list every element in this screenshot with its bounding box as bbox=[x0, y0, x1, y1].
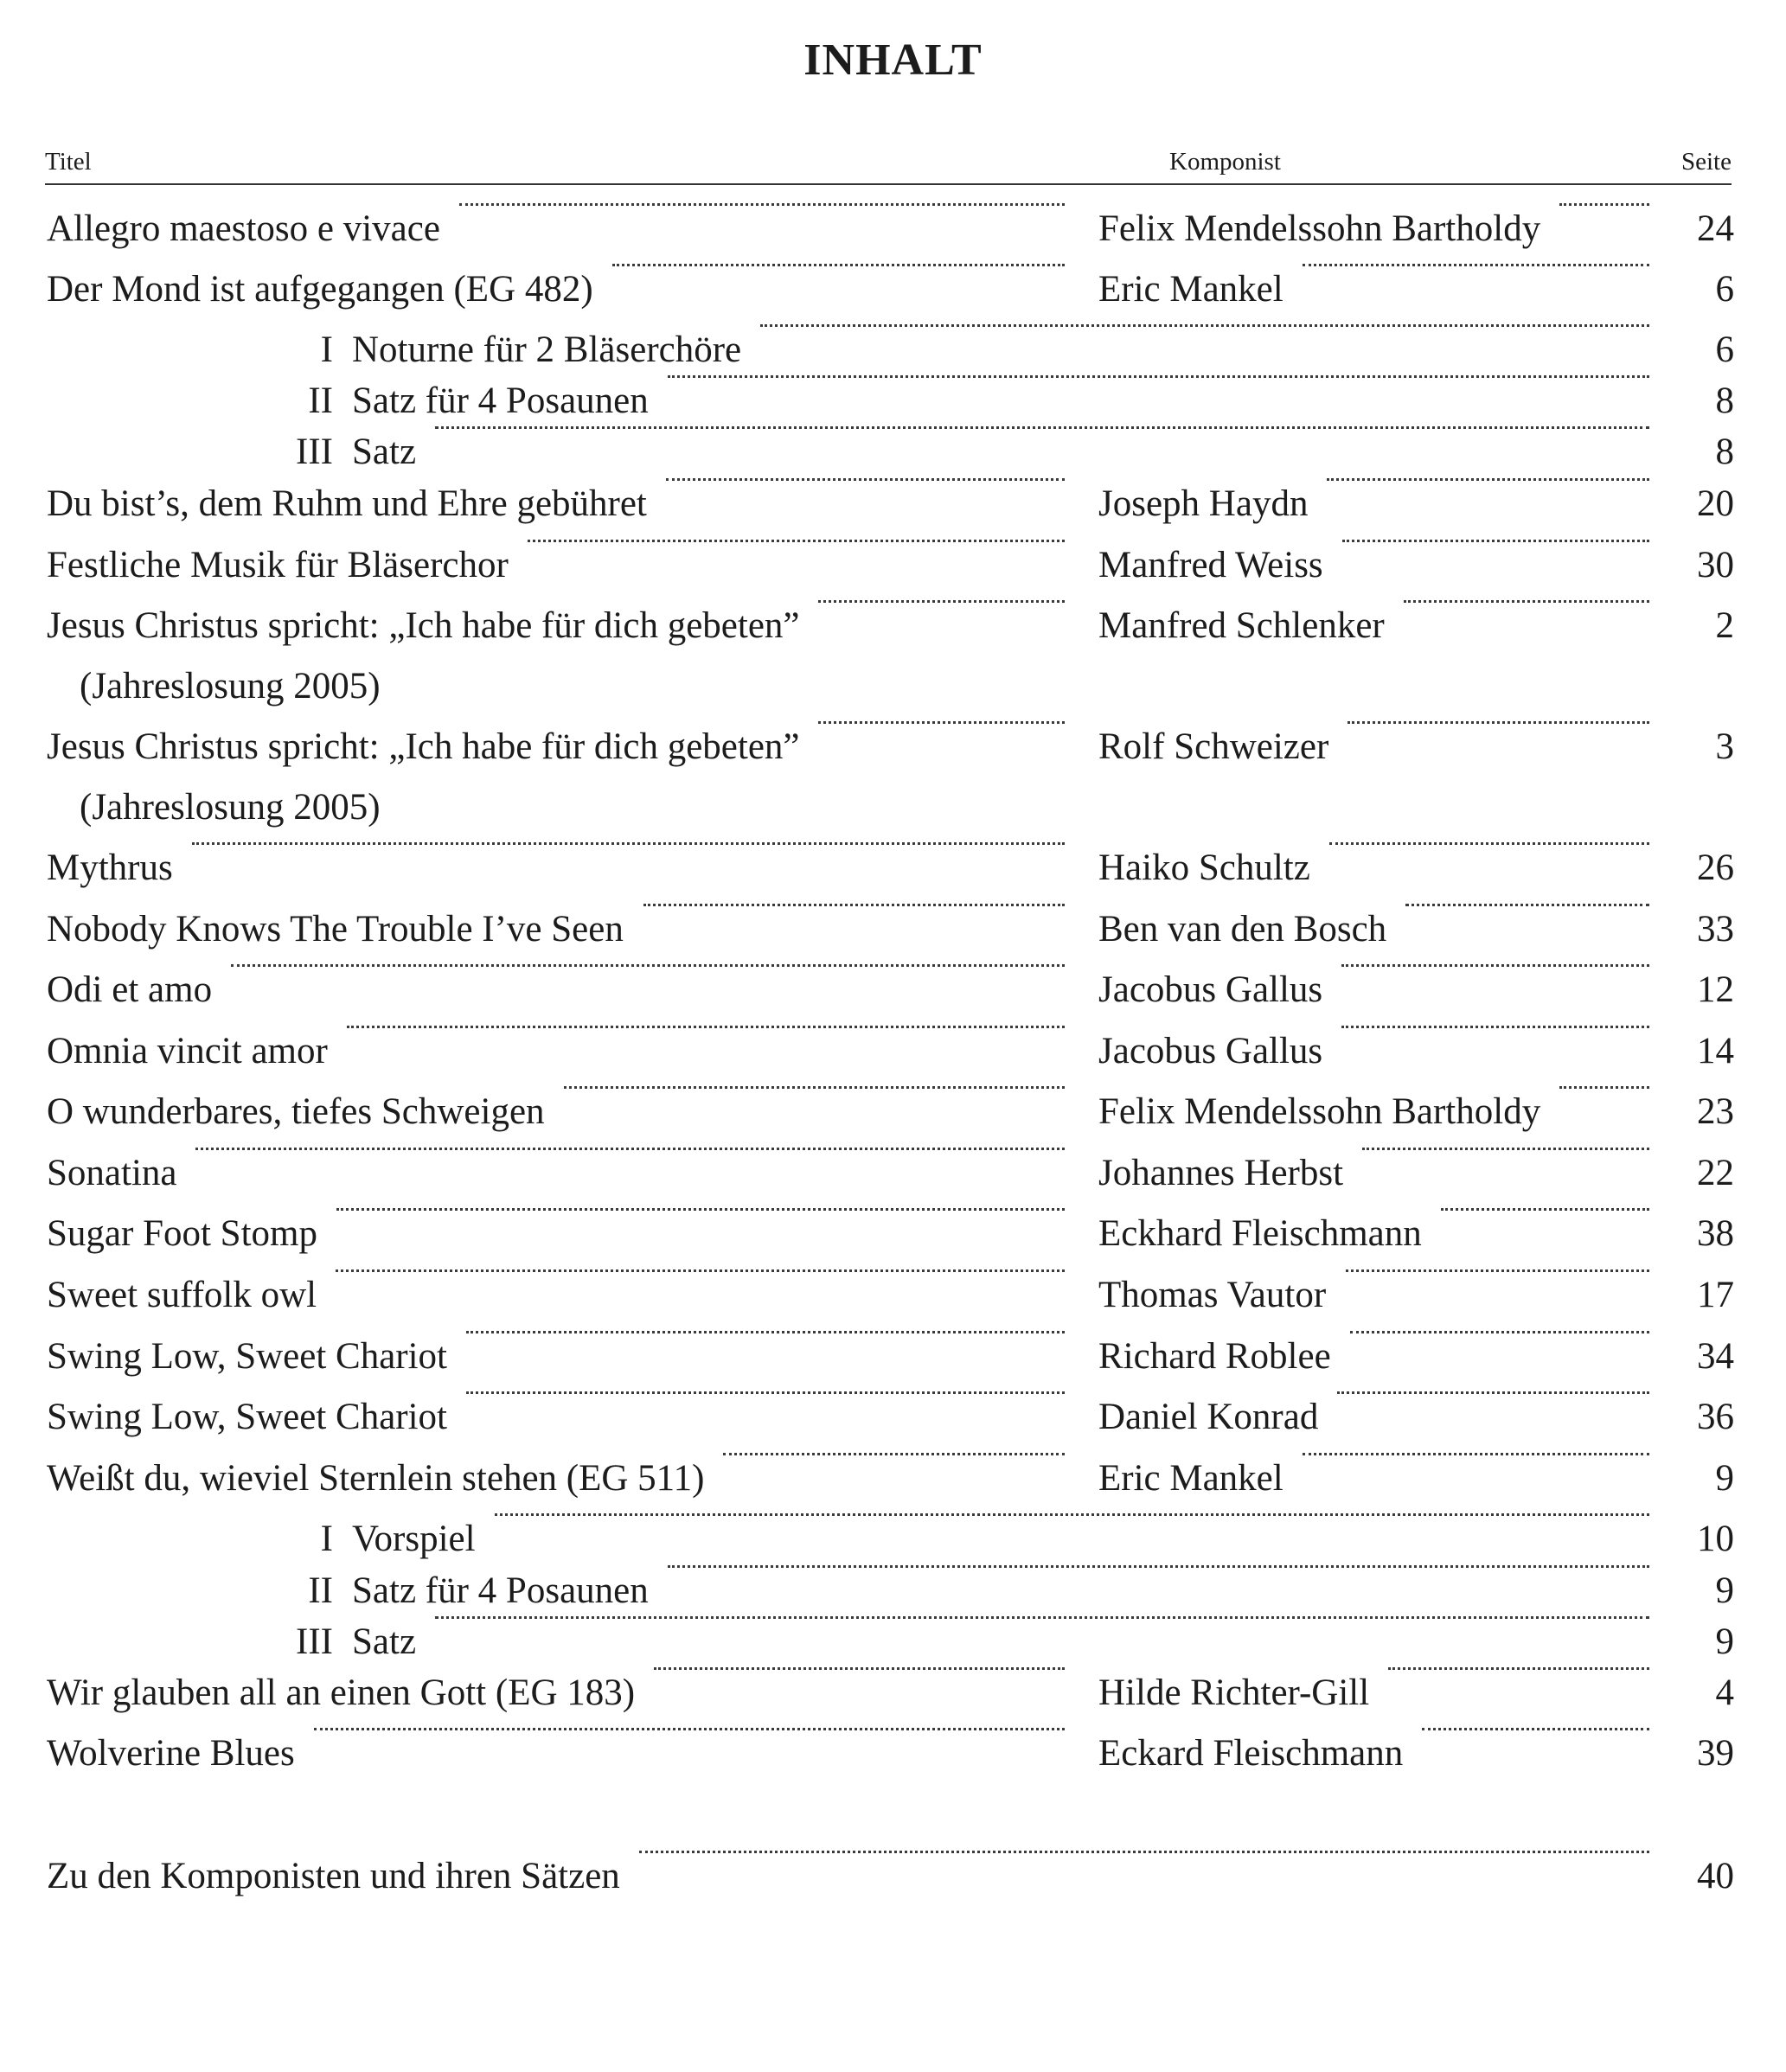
movement-number: III bbox=[296, 432, 333, 472]
entry-title: Nobody Knows The Trouble I’ve Seen bbox=[47, 909, 624, 950]
toc-entry-row bbox=[0, 478, 1786, 530]
entry-composer: Felix Mendelssohn Bartholdy bbox=[1098, 1091, 1541, 1132]
entry-title: Sonatina bbox=[47, 1153, 177, 1193]
dot-leader bbox=[314, 1728, 1065, 1730]
page-number: 14 bbox=[1697, 1031, 1734, 1071]
dot-leader bbox=[1327, 478, 1649, 481]
toc-entry-row bbox=[0, 1086, 1786, 1138]
dot-leader bbox=[564, 1086, 1065, 1089]
page-number: 10 bbox=[1697, 1519, 1734, 1559]
page-number: 33 bbox=[1697, 909, 1734, 950]
dot-leader bbox=[1362, 1148, 1649, 1150]
entry-title: Sugar Foot Stomp bbox=[47, 1213, 317, 1254]
dot-leader bbox=[495, 1513, 1649, 1516]
dot-leader bbox=[1341, 964, 1649, 967]
entry-title: Odi et amo bbox=[47, 969, 213, 1010]
page-number: 17 bbox=[1697, 1275, 1734, 1315]
page-number: 6 bbox=[1715, 269, 1734, 310]
entry-composer: Eckhard Fleischmann bbox=[1098, 1213, 1422, 1254]
dot-leader bbox=[1441, 1208, 1649, 1211]
dot-leader bbox=[1405, 904, 1649, 906]
toc-subentry-row bbox=[0, 1565, 1786, 1617]
dot-leader bbox=[1422, 1728, 1649, 1730]
entry-title: Zu den Komponisten und ihren Sätzen bbox=[47, 1856, 620, 1896]
page-number: 38 bbox=[1697, 1213, 1734, 1254]
toc-entry-row bbox=[0, 1269, 1786, 1321]
dot-leader bbox=[528, 540, 1065, 542]
page-number: 39 bbox=[1697, 1733, 1734, 1774]
dot-leader bbox=[435, 1616, 1649, 1619]
entry-title-continuation: (Jahreslosung 2005) bbox=[80, 666, 381, 707]
entry-composer: Daniel Konrad bbox=[1098, 1397, 1319, 1437]
movement-title: Noturne für 2 Bläserchöre bbox=[352, 329, 742, 370]
movement-number: II bbox=[308, 381, 333, 421]
page-number: 9 bbox=[1715, 1621, 1734, 1662]
toc-entry-row bbox=[0, 1208, 1786, 1260]
movement-number: I bbox=[320, 1519, 333, 1559]
page-number: 8 bbox=[1715, 381, 1734, 421]
entry-composer: Johannes Herbst bbox=[1098, 1153, 1344, 1193]
entry-title-continuation: (Jahreslosung 2005) bbox=[80, 787, 381, 828]
dot-leader bbox=[760, 324, 1649, 327]
movement-title: Satz für 4 Posaunen bbox=[352, 381, 649, 421]
entry-composer: Richard Roblee bbox=[1098, 1336, 1331, 1377]
entry-composer: Manfred Weiss bbox=[1098, 545, 1323, 585]
dot-leader bbox=[612, 264, 1065, 266]
page-number: 22 bbox=[1697, 1153, 1734, 1193]
entry-title: Allegro maestoso e vivace bbox=[47, 208, 440, 249]
page-number: 34 bbox=[1697, 1336, 1734, 1377]
header-title: Titel bbox=[45, 148, 92, 176]
entry-composer: Haiko Schultz bbox=[1098, 847, 1310, 888]
toc-entry-row bbox=[0, 203, 1786, 255]
toc-subentry-row bbox=[0, 426, 1786, 478]
dot-leader bbox=[1341, 1026, 1649, 1028]
dot-leader bbox=[1559, 1086, 1649, 1089]
page-title: INHALT bbox=[803, 35, 983, 85]
entry-composer: Jacobus Gallus bbox=[1098, 1031, 1323, 1071]
entry-composer: Felix Mendelssohn Bartholdy bbox=[1098, 208, 1541, 249]
dot-leader bbox=[654, 1667, 1065, 1670]
toc-entry-row bbox=[0, 1391, 1786, 1443]
dot-leader bbox=[192, 842, 1065, 845]
page-number: 9 bbox=[1715, 1570, 1734, 1611]
toc-continuation-row bbox=[0, 782, 1786, 834]
entry-title: Wir glauben all an einen Gott (EG 183) bbox=[47, 1672, 636, 1713]
page-number: 8 bbox=[1715, 432, 1734, 472]
dot-leader bbox=[1329, 842, 1649, 845]
dot-leader bbox=[459, 203, 1065, 206]
dot-leader bbox=[639, 1851, 1649, 1853]
entry-composer: Thomas Vautor bbox=[1098, 1275, 1327, 1315]
entry-title: Festliche Musik für Bläserchor bbox=[47, 545, 509, 585]
entry-title: Der Mond ist aufgegangen (EG 482) bbox=[47, 269, 593, 310]
toc-entry-row bbox=[0, 1667, 1786, 1719]
toc-entry-row bbox=[0, 600, 1786, 652]
entry-composer: Eric Mankel bbox=[1098, 269, 1283, 310]
page-number: 4 bbox=[1715, 1672, 1734, 1713]
page-number: 36 bbox=[1697, 1397, 1734, 1437]
page-number: 24 bbox=[1697, 208, 1734, 249]
entry-composer: Eckard Fleischmann bbox=[1098, 1733, 1404, 1774]
entry-composer: Rolf Schweizer bbox=[1098, 726, 1329, 767]
page-number: 12 bbox=[1697, 969, 1734, 1010]
toc-entry-row bbox=[0, 964, 1786, 1016]
entry-title: Swing Low, Sweet Chariot bbox=[47, 1336, 448, 1377]
movement-title: Vorspiel bbox=[352, 1519, 476, 1559]
dot-leader bbox=[1388, 1667, 1649, 1670]
entry-title: Swing Low, Sweet Chariot bbox=[47, 1397, 448, 1437]
page-number: 20 bbox=[1697, 483, 1734, 524]
dot-leader bbox=[336, 1269, 1065, 1272]
toc-entry-row bbox=[0, 1331, 1786, 1383]
entry-title: Sweet suffolk owl bbox=[47, 1275, 317, 1315]
toc-subentry-row bbox=[0, 1513, 1786, 1565]
entry-composer: Jacobus Gallus bbox=[1098, 969, 1323, 1010]
entry-title: Mythrus bbox=[47, 847, 173, 888]
toc-subentry-row bbox=[0, 324, 1786, 376]
dot-leader bbox=[1404, 600, 1649, 603]
header-page: Seite bbox=[1681, 148, 1732, 176]
page-number: 23 bbox=[1697, 1091, 1734, 1132]
dot-leader bbox=[723, 1453, 1065, 1455]
toc-subentry-row bbox=[0, 1616, 1786, 1668]
dot-leader bbox=[347, 1026, 1065, 1028]
movement-title: Satz bbox=[352, 432, 417, 472]
page-number: 3 bbox=[1715, 726, 1734, 767]
entry-composer: Eric Mankel bbox=[1098, 1458, 1283, 1499]
entry-composer: Ben van den Bosch bbox=[1098, 909, 1387, 950]
dot-leader bbox=[435, 426, 1649, 429]
toc-entry-row bbox=[0, 1453, 1786, 1505]
column-header bbox=[45, 138, 1732, 185]
entry-title: O wunderbares, tiefes Schweigen bbox=[47, 1091, 545, 1132]
entry-composer: Manfred Schlenker bbox=[1098, 605, 1385, 646]
entry-composer: Hilde Richter-Gill bbox=[1098, 1672, 1370, 1713]
dot-leader bbox=[466, 1331, 1065, 1333]
toc-entry-row bbox=[0, 1728, 1786, 1780]
dot-leader bbox=[1346, 1269, 1649, 1272]
page-number: 40 bbox=[1697, 1856, 1734, 1896]
page-number: 9 bbox=[1715, 1458, 1734, 1499]
toc-subentry-row bbox=[0, 375, 1786, 427]
toc-entry-row bbox=[0, 721, 1786, 773]
dot-leader bbox=[666, 478, 1065, 481]
toc-continuation-row bbox=[0, 661, 1786, 713]
dot-leader bbox=[231, 964, 1065, 967]
page-number: 6 bbox=[1715, 329, 1734, 370]
dot-leader bbox=[336, 1208, 1065, 1211]
dot-leader bbox=[668, 375, 1649, 378]
toc-entry-row bbox=[0, 540, 1786, 592]
dot-leader bbox=[818, 600, 1065, 603]
dot-leader bbox=[643, 904, 1065, 906]
dot-leader bbox=[466, 1391, 1065, 1394]
entry-title: Weißt du, wieviel Sternlein stehen (EG 511) bbox=[47, 1458, 705, 1499]
dot-leader bbox=[1342, 540, 1649, 542]
page-number: 30 bbox=[1697, 545, 1734, 585]
dot-leader bbox=[818, 721, 1065, 724]
page-number: 26 bbox=[1697, 847, 1734, 888]
dot-leader bbox=[1559, 203, 1649, 206]
entry-title: Du bist’s, dem Ruhm und Ehre gebühret bbox=[47, 483, 647, 524]
movement-number: I bbox=[320, 329, 333, 370]
dot-leader bbox=[195, 1148, 1065, 1150]
dot-leader bbox=[1303, 264, 1649, 266]
dot-leader bbox=[1303, 1453, 1649, 1455]
dot-leader bbox=[1350, 1331, 1649, 1333]
toc-footer-row bbox=[0, 1851, 1786, 1903]
page-number: 2 bbox=[1715, 605, 1734, 646]
entry-title: Jesus Christus spricht: „Ich habe für dich gebeten” bbox=[47, 605, 800, 646]
toc-entry-row bbox=[0, 264, 1786, 316]
dot-leader bbox=[1348, 721, 1649, 724]
movement-number: II bbox=[308, 1570, 333, 1611]
entry-title: Omnia vincit amor bbox=[47, 1031, 328, 1071]
toc-entry-row bbox=[0, 1148, 1786, 1199]
entry-composer: Joseph Haydn bbox=[1098, 483, 1309, 524]
dot-leader bbox=[668, 1565, 1649, 1568]
toc-entry-row bbox=[0, 842, 1786, 894]
entry-title: Wolverine Blues bbox=[47, 1733, 295, 1774]
header-composer: Komponist bbox=[1169, 148, 1281, 176]
movement-title: Satz für 4 Posaunen bbox=[352, 1570, 649, 1611]
dot-leader bbox=[1337, 1391, 1649, 1394]
entry-title: Jesus Christus spricht: „Ich habe für dich gebeten” bbox=[47, 726, 800, 767]
toc-entry-row bbox=[0, 904, 1786, 956]
movement-title: Satz bbox=[352, 1621, 417, 1662]
movement-number: III bbox=[296, 1621, 333, 1662]
toc-entry-row bbox=[0, 1026, 1786, 1078]
